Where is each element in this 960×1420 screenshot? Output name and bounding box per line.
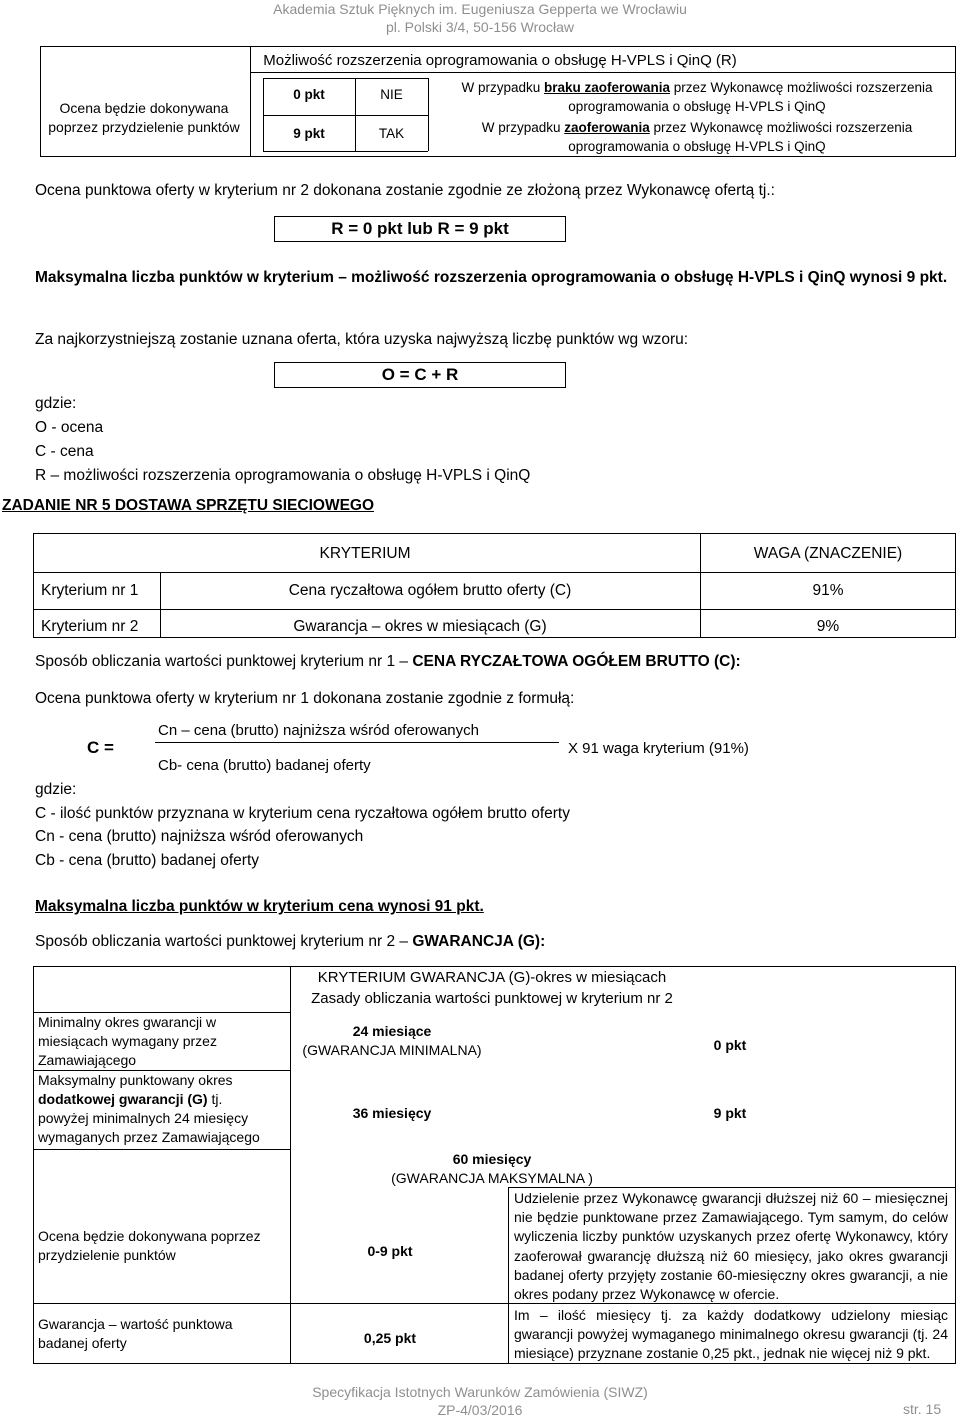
legend-2 — [35, 778, 570, 872]
legend-2-cb: Cb - cena (brutto) badanej oferty — [35, 851, 260, 869]
warranty-max-label: Maksymalny punktowany okres dodatkowej gwarancji (G) tj. powyżej minimalnych 24 miesięcy wymaganych przez Zamawiającego — [38, 1072, 260, 1145]
legend-2-cn: Cn - cena (brutto) najniższa wśród oferowanych — [35, 828, 364, 845]
formula-r: R = 0 pkt lub R = 9 pkt — [331, 219, 509, 238]
paragraph-ocena-kryterium-2: Ocena punktowa oferty w kryterium nr 2 dokonana zostanie zgodnie ze złożoną przez Wykonawcę ofertą tj.: — [35, 182, 775, 199]
warranty-min-months: 24 miesiące (GWARANCJA MINIMALNA) — [302, 1023, 482, 1058]
option-points-yes: 9 pkt — [293, 126, 325, 141]
criteria-row-1-desc: Cena ryczałtowa ogółem brutto oferty (C) — [288, 582, 572, 599]
warranty-min-points: 0 pkt — [713, 1037, 747, 1053]
formula-c-denominator: Cb- cena (brutto) badanej oferty — [158, 757, 371, 774]
footer-reference: ZP-4/03/2016 — [437, 1402, 523, 1418]
header-institution: Akademia Sztuk Pięknych im. Eugeniusza Gepperta we Wrocławiu — [273, 1, 687, 17]
warranty-min-label: Minimalny okres gwarancji w miesiącach wymagany przez Zamawiającego — [38, 1014, 217, 1068]
max-points-c: Maksymalna liczba punktów w kryterium cena wynosi 91 pkt. — [35, 898, 484, 915]
option-desc-no: W przypadku braku zaoferowania przez Wykonawcę możliwości rozszerzenia oprogramowania o obsługę H-VPLS i QinQ — [461, 80, 933, 114]
warranty-max-months: 36 miesięcy — [352, 1105, 432, 1121]
formula-o-box — [274, 362, 566, 388]
criteria-row-1-name: Kryterium nr 1 — [41, 582, 139, 599]
criteria-col-kryterium: KRYTERIUM — [319, 545, 411, 562]
legend-1-c: C - cena — [35, 443, 94, 460]
warranty-eval-range: 0-9 pkt — [367, 1243, 413, 1259]
footer-title: Specyfikacja Istotnych Warunków Zamówienia (SIWZ) — [312, 1384, 648, 1400]
warranty-gw-text: Im – ilość miesięcy tj. za każdy dodatkowy udzielony miesiąc gwarancji powyżej wymaganego minimalnego okresu gwarancji (tj. 24 miesiące) przyznane zostanie 0,25 pkt., jednak nie więcej niż 9 pkt. — [514, 1307, 948, 1362]
option-answer-yes: TAK — [378, 126, 405, 141]
warranty-gw-label: Gwarancja – wartość punktowa badanej oferty — [38, 1316, 233, 1351]
warranty-60-months: 60 miesięcy (GWARANCJA MAKSYMALNA ) — [391, 1151, 593, 1186]
legend-1-o: O - ocena — [35, 419, 104, 436]
paragraph-method-2: Sposób obliczania wartości punktowej kryterium nr 2 – GWARANCJA (G): — [35, 933, 546, 950]
legend-1-r: R – możliwości rozszerzenia oprogramowania o obsługę H-VPLS i QinQ — [35, 467, 531, 484]
criteria-row-1-weight: 91% — [812, 582, 844, 599]
max-points-r: Maksymalna liczba punktów w kryterium – możliwość rozszerzenia oprogramowania o obsługę H-VPLS i QinQ wynosi 9 pkt. — [35, 269, 948, 286]
option-desc-yes: W przypadku zaoferowania przez Wykonawcę możliwości rozszerzenia oprogramowania o obsługę H-VPLS i QinQ — [481, 120, 913, 154]
formula-c-lhs: C = — [87, 738, 114, 757]
warranty-eval-label: Ocena będzie dokonywana poprzez przydzielenie punktów — [38, 1228, 261, 1263]
warranty-head-2: Zasady obliczania wartości punktowej w kryterium nr 2 — [311, 990, 673, 1007]
paragraph-method-1: Sposób obliczania wartości punktowej kryterium nr 1 – CENA RYCZAŁTOWA OGÓŁEM BRUTTO (C): — [35, 653, 741, 670]
criteria-row-2-desc: Gwarancja – okres w miesiącach (G) — [293, 618, 547, 635]
header — [0, 0, 960, 36]
option-points-no: 0 pkt — [293, 87, 325, 102]
formula-c-multiplier: X 91 waga kryterium (91%) — [568, 740, 749, 757]
formula-c-fraction-line — [155, 742, 559, 743]
legend-2-gdzie: gdzie: — [35, 781, 77, 798]
warranty-60-text: Udzielenie przez Wykonawcę gwarancji dłuższej niż 60 – miesięcznej nie będzie punktowane przez Zamawiającego. Tym samym, do celów wyliczenia liczby punktów uzyskanych przez ofertę Wykonawcy, który zaoferował gwarancję dłuższą niż 60 miesięcy, jako okres gwarancji badanej oferty przyjęty zostanie 60-miesięczny okres gwarancji, a nie okres podany przez Wykonawcę w ofercie. — [514, 1190, 948, 1303]
paragraph-best-offer: Za najkorzystniejszą zostanie uznana oferta, która uzyska najwyższą liczbę punktów wg wzoru: — [35, 331, 689, 348]
option-table-left-text: Ocena będzie dokonywana poprzez przydzielenie punktów — [48, 100, 240, 135]
criteria-row-2-weight: 9% — [816, 618, 840, 635]
legend-1 — [35, 392, 530, 488]
task-heading: ZADANIE NR 5 DOSTAWA SPRZĘTU SIECIOWEGO — [2, 497, 375, 514]
criteria-row-2-name: Kryterium nr 2 — [41, 618, 139, 635]
warranty-head-1: KRYTERIUM GWARANCJA (G)-okres w miesiącach — [317, 969, 667, 986]
paragraph-ocena-kryterium-1: Ocena punktowa oferty w kryterium nr 1 dokonana zostanie zgodnie z formułą: — [35, 690, 575, 707]
warranty-max-points: 9 pkt — [713, 1105, 747, 1121]
option-table-title: Możliwość rozszerzenia oprogramowania o obsługę H-VPLS i QinQ (R) — [263, 52, 737, 69]
legend-2-c: C - ilość punktów przyznana w kryterium cena ryczałtowa ogółem brutto oferty — [35, 804, 570, 822]
formula-o: O = C + R — [381, 365, 459, 384]
formula-r-box — [274, 216, 566, 242]
header-address: pl. Polski 3/4, 50-156 Wrocław — [385, 19, 575, 35]
criteria-col-waga: WAGA (ZNACZENIE) — [753, 545, 903, 562]
legend-1-gdzie: gdzie: — [35, 395, 77, 412]
option-answer-no: NIE — [380, 87, 403, 102]
formula-c-numerator: Cn – cena (brutto) najniższa wśród oferowanych — [158, 722, 479, 739]
footer-page-number: str. 15 — [903, 1401, 942, 1417]
warranty-gw-value: 0,25 pkt — [363, 1330, 417, 1346]
